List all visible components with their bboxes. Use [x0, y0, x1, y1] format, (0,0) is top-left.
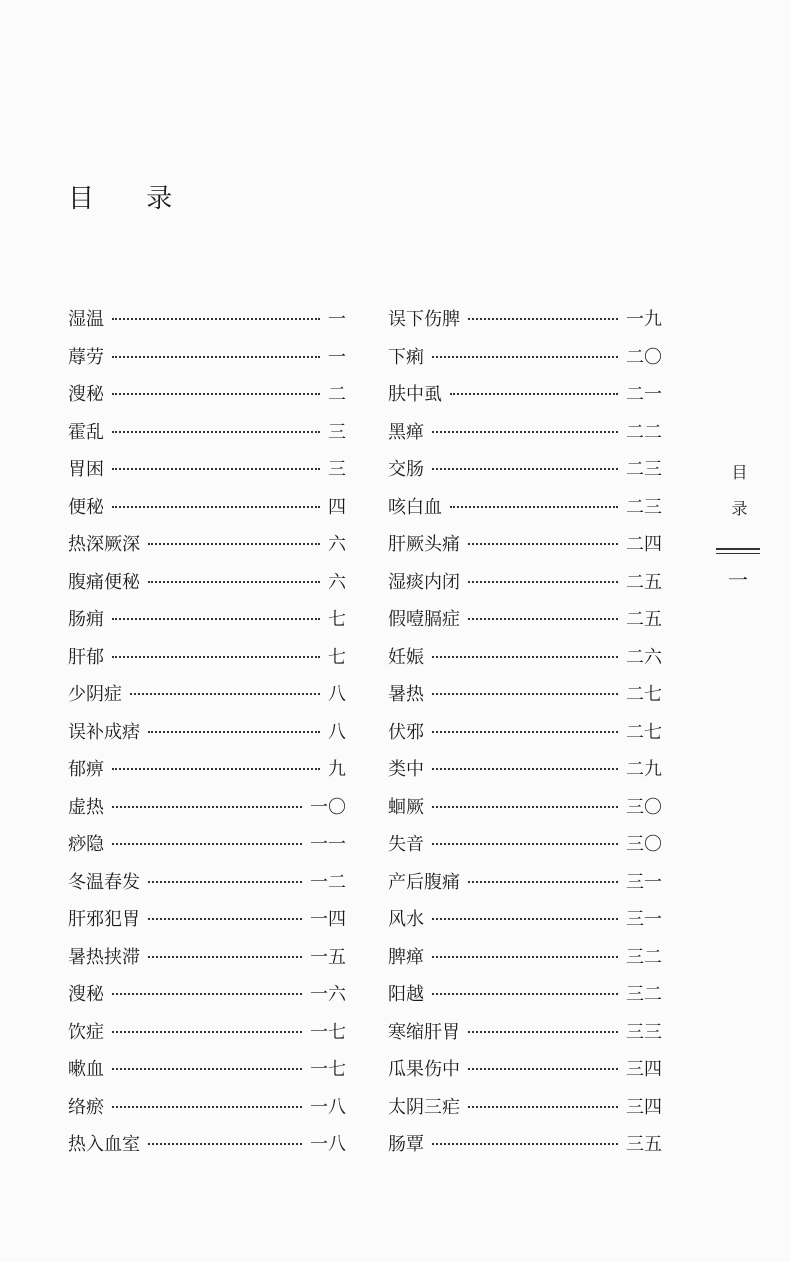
- toc-entry-page: 二一: [626, 384, 662, 405]
- toc-entry-page: 二二: [626, 421, 662, 443]
- dot-leader: [468, 879, 618, 883]
- toc-entry-page: 三三: [626, 1021, 662, 1043]
- toc-entry-page: 二: [328, 384, 346, 405]
- dot-leader: [432, 429, 618, 433]
- dot-leader: [432, 804, 618, 808]
- toc-entry-page: 六: [328, 534, 346, 555]
- toc-entry: [388, 830, 662, 868]
- toc-entry-title: 妊娠: [388, 646, 424, 668]
- toc-entry-title: 霍乱: [68, 421, 104, 443]
- dot-leader: [112, 354, 320, 358]
- side-tab: [716, 460, 760, 593]
- toc-entry-page: 七: [328, 646, 346, 668]
- toc-entry-page: 九: [328, 759, 346, 780]
- toc-entry-page: 三二: [626, 984, 662, 1005]
- toc-entry: [388, 643, 662, 681]
- dot-leader: [112, 654, 320, 658]
- toc-entry-page: 三一: [626, 909, 662, 930]
- dot-leader: [432, 466, 618, 470]
- toc-entry-page: 三四: [626, 1096, 662, 1118]
- toc-entry: [68, 755, 346, 793]
- dot-leader: [112, 504, 320, 508]
- toc-entry-title: 湿温: [68, 309, 104, 330]
- toc-entry-page: 一一: [310, 834, 346, 855]
- toc-entry: [388, 343, 662, 381]
- toc-entry-title: 类中: [388, 759, 424, 780]
- toc-entry-page: 一四: [310, 909, 346, 930]
- toc-entry-page: 三: [328, 459, 346, 480]
- toc-entry-title: 肤中虱: [388, 384, 442, 405]
- toc-entry-page: 二三: [626, 496, 662, 518]
- toc-entry: [388, 980, 662, 1018]
- dot-leader: [432, 654, 618, 658]
- toc-entry: [388, 793, 662, 831]
- toc-entry-title: 少阴症: [68, 684, 122, 705]
- dot-leader: [432, 916, 618, 920]
- toc-entry-title: 溲秘: [68, 984, 104, 1005]
- toc-entry-page: 二五: [626, 571, 662, 593]
- dot-leader: [432, 729, 618, 733]
- toc-entry-title: 下痢: [388, 346, 424, 368]
- dot-leader: [468, 1104, 618, 1108]
- toc-entry-title: 蛔厥: [388, 796, 424, 818]
- toc-entry-page: 三: [328, 421, 346, 443]
- toc-entry-page: 七: [328, 609, 346, 630]
- toc-entry-title: 失音: [388, 834, 424, 855]
- dot-leader: [468, 541, 618, 545]
- dot-leader: [148, 1141, 302, 1145]
- toc-entry-title: 阳越: [388, 984, 424, 1005]
- toc-entry-title: 络瘀: [68, 1096, 104, 1118]
- toc-entry-page: 二九: [626, 759, 662, 780]
- toc-entry-title: 嗽血: [68, 1059, 104, 1080]
- dot-leader: [112, 766, 320, 770]
- toc-entry: [388, 943, 662, 981]
- toc-entry: [68, 1093, 346, 1131]
- toc-entry-title: 郁痹: [68, 759, 104, 780]
- dot-leader: [112, 391, 320, 395]
- toc-entry-page: 二七: [626, 721, 662, 743]
- toc-entry-title: 瓜果伤中: [388, 1059, 460, 1080]
- toc-entry: [68, 1055, 346, 1093]
- dot-leader: [112, 1066, 302, 1070]
- toc-entry: [388, 868, 662, 906]
- toc-entry: [68, 680, 346, 718]
- toc-entry-title: 痧隐: [68, 834, 104, 855]
- toc-entry: [68, 1130, 346, 1168]
- toc-entry-title: 冬温春发: [68, 871, 140, 893]
- toc-entry-page: 三〇: [626, 796, 662, 818]
- dot-leader: [148, 729, 320, 733]
- dot-leader: [112, 1029, 302, 1033]
- toc-entry: [68, 530, 346, 568]
- dot-leader: [112, 429, 320, 433]
- dot-leader: [148, 541, 320, 545]
- toc-entry-title: 暑热挟滞: [68, 946, 140, 968]
- toc-entry: [388, 1018, 662, 1056]
- dot-leader: [112, 991, 302, 995]
- toc-entry-title: 黑瘅: [388, 421, 424, 443]
- toc-entry-page: 二七: [626, 684, 662, 705]
- toc-entry: [388, 1130, 662, 1168]
- toc-entry-title: 腹痛便秘: [68, 571, 140, 593]
- dot-leader: [468, 316, 618, 320]
- toc-entry-title: 肝郁: [68, 646, 104, 668]
- toc-entry: [68, 605, 346, 643]
- toc-entry-title: 咳白血: [388, 496, 442, 518]
- dot-leader: [468, 1066, 618, 1070]
- dot-leader: [450, 391, 618, 395]
- toc-entry: [68, 455, 346, 493]
- toc-entry-title: 肝邪犯胃: [68, 909, 140, 930]
- toc-entry: [388, 755, 662, 793]
- toc-entry-title: 虚热: [68, 796, 104, 818]
- toc-entry: [68, 380, 346, 418]
- toc-entry: [388, 905, 662, 943]
- side-tab-label: 目录: [729, 464, 748, 536]
- toc-entry-page: 一七: [310, 1021, 346, 1043]
- toc-entry: [388, 530, 662, 568]
- toc-entry: [68, 868, 346, 906]
- toc-entry-page: 三四: [626, 1059, 662, 1080]
- toc-column-left: [68, 305, 346, 1168]
- toc-entry-page: 三五: [626, 1134, 662, 1155]
- toc-entry: [388, 680, 662, 718]
- toc-entry: [68, 493, 346, 531]
- toc-entry-page: 二六: [626, 646, 662, 668]
- dot-leader: [432, 691, 618, 695]
- dot-leader: [432, 991, 618, 995]
- toc-entry-title: 产后腹痛: [388, 871, 460, 893]
- toc-entry: [68, 793, 346, 831]
- toc-entry-title: 伏邪: [388, 721, 424, 743]
- toc-entry: [388, 568, 662, 606]
- toc-entry-title: 风水: [388, 909, 424, 930]
- dot-leader: [112, 1104, 302, 1108]
- toc-entry-page: 一六: [310, 984, 346, 1005]
- toc-entry: [68, 643, 346, 681]
- toc-entry-page: 一二: [310, 871, 346, 893]
- dot-leader: [432, 1141, 618, 1145]
- toc-entry-title: 误下伤脾: [388, 309, 460, 330]
- dot-leader: [450, 504, 618, 508]
- dot-leader: [148, 954, 302, 958]
- toc-entry: [68, 343, 346, 381]
- dot-leader: [112, 841, 302, 845]
- toc-entry-title: 饮症: [68, 1021, 104, 1043]
- toc-entry: [388, 718, 662, 756]
- dot-leader: [432, 841, 618, 845]
- toc-entry: [388, 1093, 662, 1131]
- toc-entry: [68, 418, 346, 456]
- toc-entry-page: 八: [328, 684, 346, 705]
- dot-leader: [468, 579, 618, 583]
- toc-entry-page: 一九: [626, 309, 662, 330]
- toc-entry-title: 肠痈: [68, 609, 104, 630]
- toc-entry: [68, 718, 346, 756]
- dot-leader: [112, 804, 302, 808]
- toc-entry: [68, 905, 346, 943]
- toc-entry-page: 一八: [310, 1134, 346, 1155]
- toc-entry: [68, 568, 346, 606]
- toc-entry-page: 三一: [626, 871, 662, 893]
- toc-entry: [388, 493, 662, 531]
- toc-entry-title: 热入血室: [68, 1134, 140, 1155]
- dot-leader: [130, 691, 320, 695]
- toc-entry-page: 四: [328, 496, 346, 518]
- side-tab-rule-thin: [716, 553, 760, 554]
- dot-leader: [112, 316, 320, 320]
- side-tab-rule: [716, 548, 760, 550]
- page-title: 目 录: [68, 184, 195, 214]
- dot-leader: [148, 579, 320, 583]
- toc-entry-page: 三二: [626, 946, 662, 968]
- toc-entry-page: 八: [328, 721, 346, 743]
- toc-entry: [68, 305, 346, 343]
- dot-leader: [112, 466, 320, 470]
- toc-entry-page: 二四: [626, 534, 662, 555]
- dot-leader: [432, 354, 618, 358]
- toc-entry-title: 肝厥头痛: [388, 534, 460, 555]
- toc-entry-page: 一五: [310, 946, 346, 968]
- toc-entry-title: 误补成痞: [68, 721, 140, 743]
- dot-leader: [148, 916, 302, 920]
- toc-entry-title: 暑热: [388, 684, 424, 705]
- toc-entry: [388, 1055, 662, 1093]
- toc-entry: [68, 943, 346, 981]
- toc-entry: [388, 305, 662, 343]
- dot-leader: [468, 1029, 618, 1033]
- toc-entry-page: 一八: [310, 1096, 346, 1118]
- toc-entry-title: 寒缩肝胃: [388, 1021, 460, 1043]
- toc-entry: [388, 418, 662, 456]
- toc-entry-title: 蓐劳: [68, 346, 104, 368]
- toc-entry: [68, 1018, 346, 1056]
- toc-column-right: [388, 305, 662, 1168]
- toc-entry-title: 胃困: [68, 459, 104, 480]
- toc-entry-title: 假噎膈症: [388, 609, 460, 630]
- dot-leader: [148, 879, 302, 883]
- dot-leader: [112, 616, 320, 620]
- toc-entry-page: 三〇: [626, 834, 662, 855]
- toc-entry-title: 交肠: [388, 459, 424, 480]
- toc-entry: [388, 380, 662, 418]
- toc-entry-page: 二〇: [626, 346, 662, 368]
- toc-entry-page: 一〇: [310, 796, 346, 818]
- toc-entry: [388, 455, 662, 493]
- toc-entry-title: 太阴三疟: [388, 1096, 460, 1118]
- toc-entry-page: 一: [328, 346, 346, 368]
- toc-entry: [68, 980, 346, 1018]
- toc-entry-page: 一七: [310, 1059, 346, 1080]
- toc-entry-title: 热深厥深: [68, 534, 140, 555]
- toc-entry-title: 便秘: [68, 496, 104, 518]
- toc-entry: [388, 605, 662, 643]
- dot-leader: [432, 954, 618, 958]
- dot-leader: [468, 616, 618, 620]
- toc-entry-title: 溲秘: [68, 384, 104, 405]
- toc-entry-page: 二三: [626, 459, 662, 480]
- toc-entry-page: 一: [328, 309, 346, 330]
- toc-entry-title: 肠覃: [388, 1134, 424, 1155]
- dot-leader: [432, 766, 618, 770]
- toc-entry-page: 二五: [626, 609, 662, 630]
- toc-entry-title: 湿痰内闭: [388, 571, 460, 593]
- toc-entry: [68, 830, 346, 868]
- toc-entry-title: 脾瘅: [388, 946, 424, 968]
- toc-entry-page: 六: [328, 571, 346, 593]
- page-number: 一: [728, 568, 748, 592]
